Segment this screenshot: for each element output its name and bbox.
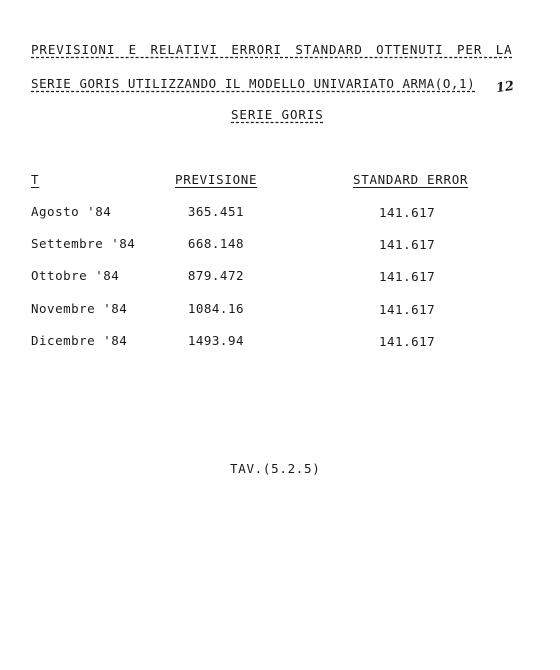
row-standard-error: 141.617: [379, 205, 436, 220]
column-header-t: T: [31, 172, 40, 187]
row-period: Ottobre '84: [31, 268, 120, 283]
row-standard-error: 141.617: [379, 334, 436, 349]
row-forecast: 365.451: [187, 204, 244, 219]
column-header-standard-error: STANDARD ERROR: [353, 172, 469, 187]
row-standard-error: 141.617: [379, 237, 436, 252]
title-line-2: SERIE GORIS UTILIZZANDO IL MODELLO UNIVARIATO ARMA(O,1): [31, 76, 476, 91]
row-period: Agosto '84: [31, 204, 112, 219]
row-period: Dicembre '84: [31, 333, 128, 348]
title-line-1: PREVISIONI E RELATIVI ERRORI STANDARD OTTENUTI PER LA: [31, 42, 513, 57]
column-header-previsione: PREVISIONE: [175, 172, 258, 187]
row-period: Novembre '84: [31, 301, 128, 316]
table-subtitle: SERIE GORIS: [231, 107, 324, 122]
row-forecast: 668.148: [187, 236, 244, 251]
row-period: Settembre '84: [31, 236, 136, 251]
row-standard-error: 141.617: [379, 302, 436, 317]
handwritten-page-number: 12: [495, 78, 516, 97]
row-standard-error: 141.617: [379, 269, 436, 284]
row-forecast: 1084.16: [187, 301, 244, 316]
row-forecast: 1493.94: [187, 333, 244, 348]
row-forecast: 879.472: [187, 268, 244, 283]
table-number: TAV.(5.2.5): [230, 461, 321, 476]
